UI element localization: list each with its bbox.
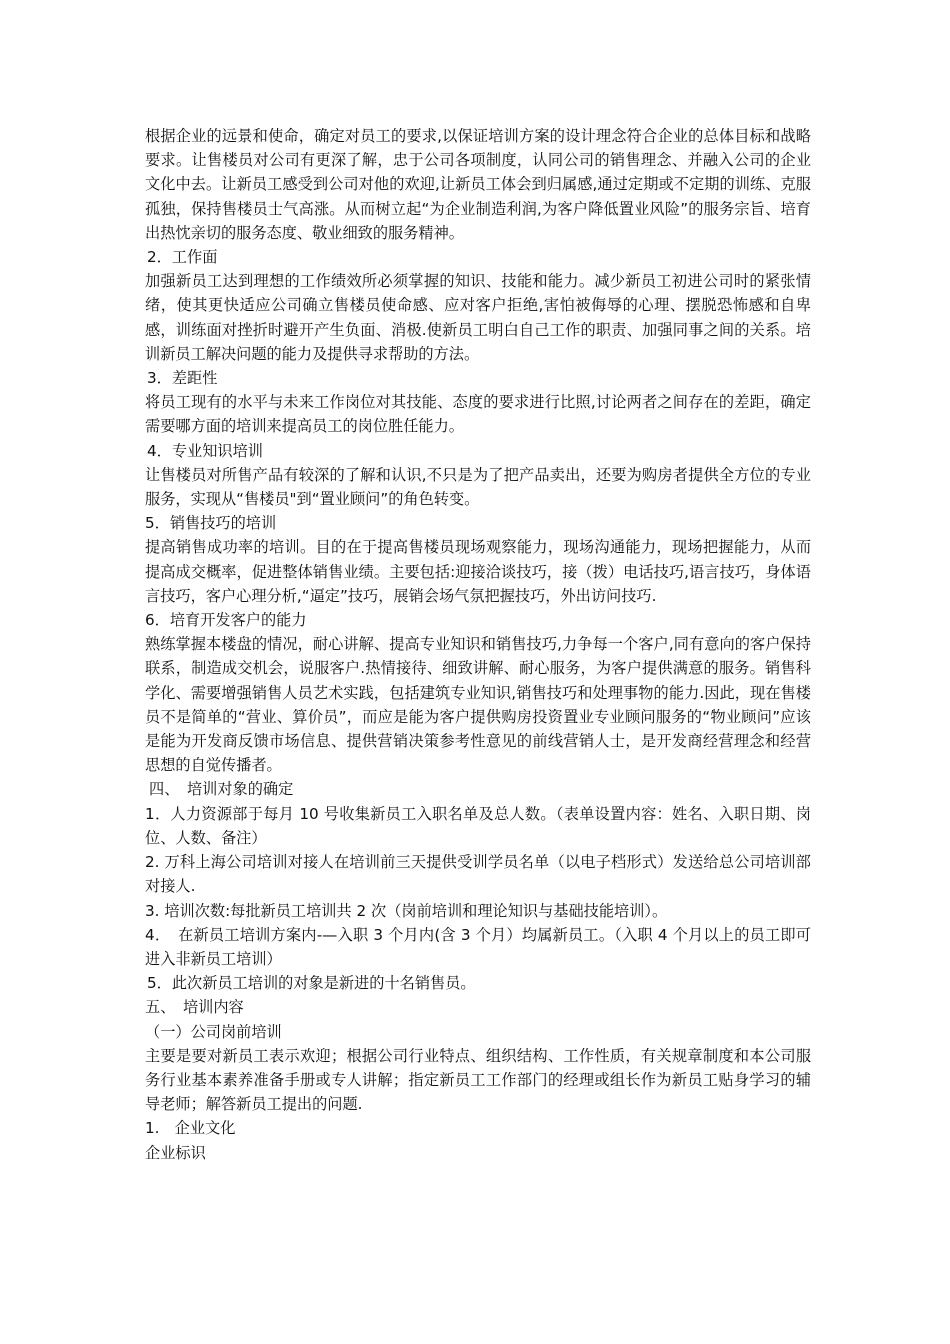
paragraph-orientation: 主要是要对新员工表示欢迎；根据公司行业特点、组织结构、工作性质，有关规章制度和本公司服务行业基本素养准备手册或专人讲解；指定新员工工作部门的经理或组长作为新员工贴身学习的辅导老师；解答新员工提出的问题. xyxy=(145,1046,811,1114)
heading-corporate-logo: 企业标识 xyxy=(145,1143,206,1162)
list-item-target-1: 1．人力资源部于每月 10 号收集新员工入职名单及总人数。（表单设置内容：姓名、入职日期、岗位、人数、备注） xyxy=(145,804,811,847)
heading-work-aspect: 2．工作面 xyxy=(147,248,218,267)
paragraph-client-development: 熟练掌握本楼盘的情况，耐心讲解、提高专业知识和销售技巧,力争每一个客户,同有意向的客户保持联系，制造成交机会，说服客户.热情接待、细致讲解、耐心服务，为客户提供满意的服务。销售科学化、需要增强销售人员艺术实践，包括建筑专业知识,销售技巧和处理事物的能力.因此，现在售楼员不是简单的“营业、算价员”，而应是能为客户提供购房投资置业专业顾问服务的“物业顾问”应该是能为开发商反馈市场信息、提供营销决策参考性意见的前线营销人士，是开发商经营理念和经营思想的自觉传播者。 xyxy=(145,635,811,775)
list-item-target-5: 5．此次新员工培训的对象是新进的十名销售员。 xyxy=(147,974,476,993)
list-item-target-2: 2. 万科上海公司培训对接人在培训前三天提供受训学员名单（以电子档形式）发送给总公司培训部对接人. xyxy=(145,853,811,896)
heading-corporate-culture: 1. 企业文化 xyxy=(145,1119,236,1138)
heading-client-development: 6．培育开发客户的能力 xyxy=(145,611,307,630)
list-item-target-4: 4． 在新员工培训方案内-—入职 3 个月内(含 3 个月）均属新员工。（入职 4 个月以上的员工即可进入非新员工培训） xyxy=(145,925,811,968)
list-item-target-3: 3. 培训次数:每批新员工培训共 2 次（岗前培训和理论知识与基础技能培训）。 xyxy=(145,901,668,920)
section-heading-training-targets: 四、 培训对象的确定 xyxy=(149,780,294,799)
paragraph-work-aspect: 加强新员工达到理想的工作绩效所必须掌握的知识、技能和能力。减少新员工初进公司时的紧张情绪，使其更快适应公司确立售楼员使命感、应对客户拒绝,害怕被侮辱的心理、摆脱恐怖感和自卑感，训练面对挫折时避开产生负面、消极.使新员工明白自己工作的职责、加强同事之间的关系。培训新员工解决问题的能力及提供寻求帮助的方法。 xyxy=(145,272,811,363)
paragraph-gap: 将员工现有的水平与未来工作岗位对其技能、态度的要求进行比照,讨论两者之间存在的差距，确定需要哪方面的培训来提高员工的岗位胜任能力。 xyxy=(145,393,811,436)
paragraph-professional-knowledge: 让售楼员对所售产品有较深的了解和认识,不只是为了把产品卖出，还要为购房者提供全方位的专业服务，实现从“售楼员"到“置业顾问”的角色转变。 xyxy=(145,465,811,509)
subsection-heading-orientation: （一）公司岗前培训 xyxy=(145,1022,282,1041)
document-body xyxy=(145,124,811,1165)
section-heading-training-content: 五、 培训内容 xyxy=(145,998,244,1017)
paragraph-sales-skills: 提高销售成功率的培训。目的在于提高售楼员现场观察能力，现场沟通能力，现场把握能力，从而提高成交概率，促进整体销售业绩。主要包括:迎接洽谈技巧，接（拨）电话技巧,语言技巧，身体语言技巧，客户心理分析,“逼定”技巧，展销会场气氛把握技巧，外出访问技巧. xyxy=(145,538,811,605)
heading-sales-skills: 5．销售技巧的培训 xyxy=(145,514,277,533)
paragraph-intro: 根据企业的远景和使命，确定对员工的要求,以保证培训方案的设计理念符合企业的总体目标和战略要求。让售楼员对公司有更深了解，忠于公司各项制度，认同公司的销售理念、并融入公司的企业文化中去。让新员工感受到公司对他的欢迎,让新员工体会到归属感,通过定期或不定期的训练、克服孤独，保持售楼员士气高涨。从而树立起“为企业制造利润,为客户降低置业风险”的服务宗旨、培育出热忱亲切的服务态度、敬业细致的服务精神。 xyxy=(145,127,811,242)
heading-gap: 3．差距性 xyxy=(147,369,218,388)
heading-professional-knowledge: 4．专业知识培训 xyxy=(147,441,263,460)
